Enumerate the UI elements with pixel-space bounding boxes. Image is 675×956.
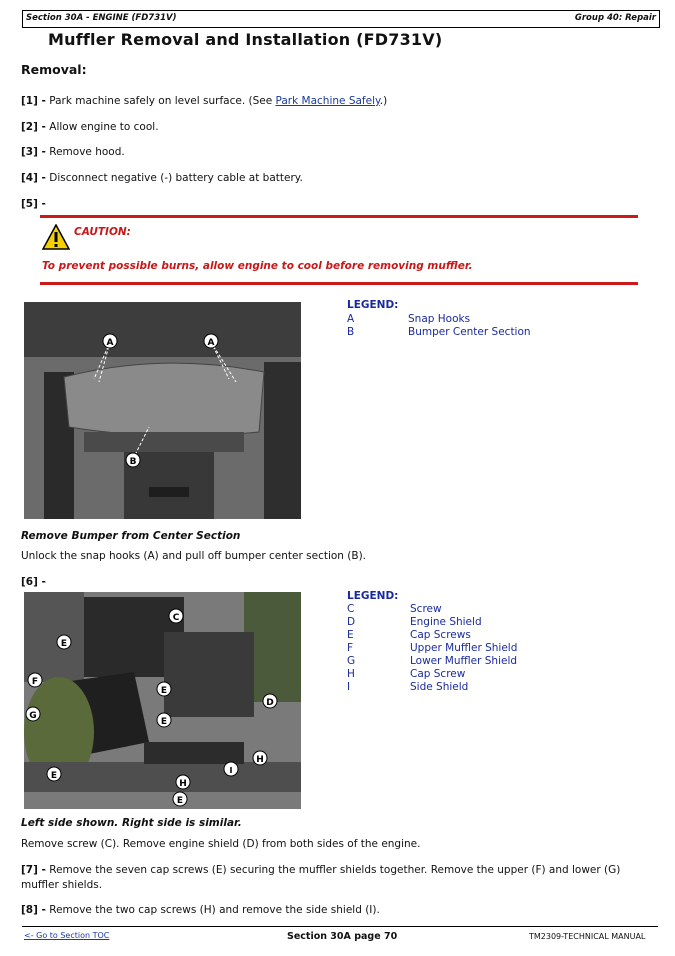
caution-bottom-rule [40,282,638,285]
caution-top-rule [40,215,638,218]
muffler-photo [24,592,301,809]
legend-key: B [347,326,355,338]
callout-b [126,453,140,467]
callout-i [224,762,238,776]
legend-title: LEGEND: [347,299,399,311]
svg-text:E: E [160,717,168,727]
svg-text:C: C [172,613,180,623]
step-text: Remove the seven cap screws (E) securing the muffler shields together. Remove the upper (F) and lower (G) muffler shields. [21,864,621,891]
step-number: [3] - [21,146,46,158]
legend-label: Upper Muffler Shield [410,642,518,654]
svg-text:E: E [60,639,68,649]
warning-icon [42,224,70,250]
step-4 [21,172,303,184]
svg-text:A: A [106,338,114,348]
caution-text: To prevent possible burns, allow engine to cool before removing muffler. [42,260,473,272]
svg-text:B: B [129,457,137,467]
go-to-section-toc-link[interactable]: <- Go to Section TOC [24,931,110,940]
step-number: [1] - [21,95,46,107]
step-text: Park machine safely on level surface. (See [49,95,276,107]
legend-label: Engine Shield [410,616,482,628]
step-text: Remove hood. [49,146,125,158]
callout-a [103,334,117,348]
step-6: [6] - [21,576,46,588]
legend-label: Screw [410,603,442,615]
legend-key: F [347,642,354,654]
svg-text:I: I [229,766,233,775]
step-number: [4] - [21,172,46,184]
step-number: [5] - [21,198,46,210]
bumper-photo [24,302,301,519]
legend-key: G [347,655,356,667]
legend-key: I [347,681,351,693]
page-number: Section 30A page 70 [287,931,398,942]
callout-e [157,682,171,696]
page-title: Muffler Removal and Installation (FD731V) [48,30,443,49]
legend-label: Cap Screws [410,629,471,641]
step-text-end: .) [379,95,388,107]
step-text: Remove the two cap screws (H) and remove the side shield (I). [49,904,380,916]
header-section: Section 30A - ENGINE (FD731V) [26,13,177,23]
svg-text:E: E [176,796,184,806]
legend-title: LEGEND: [347,590,399,602]
callout-h [253,751,267,765]
legend-label: Side Shield [410,681,469,693]
legend-label: Cap Screw [410,668,466,680]
header-group: Group 40: Repair [574,13,656,23]
figure-caption: Remove Bumper from Center Section [21,530,241,542]
legend-key: E [347,629,354,641]
removal-heading: Removal: [21,62,87,77]
callout-h [176,775,190,789]
svg-text:E: E [160,686,168,696]
figure-caption: Left side shown. Right side is similar. [21,817,242,829]
caution-title: CAUTION: [74,226,131,238]
legend-key: D [347,616,356,628]
legend-key: A [347,313,355,325]
callout-e [173,792,187,806]
park-machine-safely-link[interactable]: Park Machine Safely [275,95,380,107]
step-8 [21,904,380,916]
callout-d [263,694,277,708]
svg-text:A: A [207,338,215,348]
step-3 [21,146,125,158]
callout-a [204,334,218,348]
legend-label: Lower Muffler Shield [410,655,518,667]
figure-text: Remove screw (C). Remove engine shield (D) from both sides of the engine. [21,838,421,850]
callout-g [26,707,40,721]
callout-e [47,767,61,781]
step-number: [7] - [21,864,46,876]
step-number: [2] - [21,121,46,133]
footer-rule [22,926,658,927]
step-1 [21,95,387,107]
legend-label: Snap Hooks [408,313,471,325]
legend-label: Bumper Center Section [408,326,531,338]
callout-c [169,609,183,623]
svg-text:F: F [31,677,39,687]
manual-id: TM2309-TECHNICAL MANUAL [529,932,646,941]
svg-text:E: E [50,771,58,781]
step-5 [21,198,46,210]
callout-e [57,635,71,649]
figure-text: Unlock the snap hooks (A) and pull off bumper center section (B). [21,550,367,562]
svg-text:H: H [179,779,187,789]
svg-text:D: D [266,698,274,708]
svg-text:H: H [256,755,264,765]
step-7 [21,863,641,893]
callout-e [157,713,171,727]
step-text: Disconnect negative (-) battery cable at battery. [49,172,303,184]
callout-f [28,673,42,687]
svg-text:G: G [29,711,37,721]
legend-key: C [347,603,355,615]
step-text: Allow engine to cool. [49,121,159,133]
legend-key: H [347,668,355,680]
page-header [22,10,660,28]
step-2 [21,121,159,133]
step-number: [8] - [21,904,46,916]
